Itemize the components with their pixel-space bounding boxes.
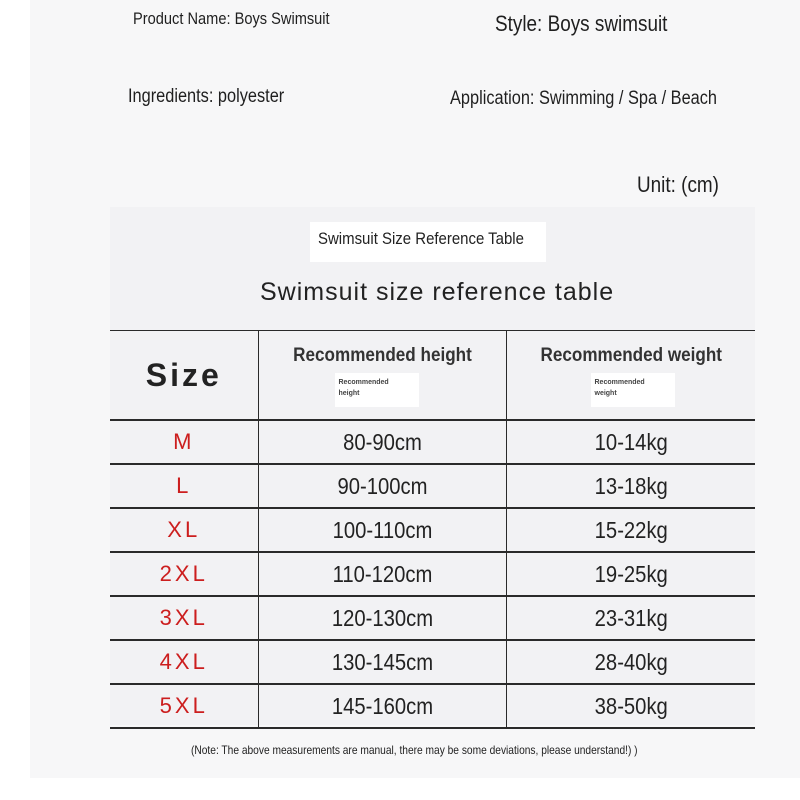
- height-value: 130-145cm: [331, 648, 433, 675]
- product-ingredients: Ingredients: polyester: [128, 86, 285, 107]
- product-application: Application: Swimming / Spa / Beach: [450, 88, 718, 109]
- height-cell: [258, 420, 506, 464]
- weight-cell: [506, 464, 755, 508]
- header-weight: [506, 331, 755, 421]
- size-cell: L: [110, 464, 258, 508]
- height-value: 120-130cm: [331, 604, 433, 631]
- header-height-label: Recommended height: [292, 345, 472, 366]
- product-name: Product Name: Boys Swimsuit: [133, 9, 330, 28]
- table-row: [110, 640, 755, 684]
- size-cell: 5XL: [110, 684, 258, 728]
- weight-cell: [506, 684, 755, 728]
- size-cell: 4XL: [110, 640, 258, 684]
- weight-value: 38-50kg: [594, 692, 668, 719]
- header-size: [110, 331, 258, 421]
- height-cell: [258, 596, 506, 640]
- measurement-note: (Note: The above measurements are manual, there may be some deviations, please understand!) ): [191, 743, 638, 757]
- weight-cell: [506, 640, 755, 684]
- weight-value: 23-31kg: [594, 604, 668, 631]
- header-weight-label: Recommended weight: [540, 345, 722, 366]
- header-size-label: Size: [145, 356, 222, 393]
- size-table: [110, 330, 755, 729]
- size-cell: 3XL: [110, 596, 258, 640]
- weight-cell: [506, 552, 755, 596]
- weight-value: 15-22kg: [594, 516, 668, 543]
- table-row: [110, 684, 755, 728]
- height-value: 80-90cm: [342, 428, 422, 455]
- header-height-sub: Recommended height: [338, 379, 389, 397]
- height-value: 110-120cm: [332, 560, 432, 587]
- height-cell: [258, 508, 506, 552]
- weight-value: 13-18kg: [594, 472, 668, 499]
- table-row: [110, 420, 755, 464]
- height-cell: [258, 552, 506, 596]
- weight-value: 19-25kg: [594, 560, 668, 587]
- table-caption: Swimsuit Size Reference Table: [318, 229, 524, 248]
- height-cell: [258, 464, 506, 508]
- height-cell: [258, 684, 506, 728]
- unit-label: Unit: (cm): [637, 172, 719, 197]
- table-row: [110, 464, 755, 508]
- table-row: [110, 508, 755, 552]
- weight-value: 28-40kg: [594, 648, 668, 675]
- weight-value: 10-14kg: [594, 428, 668, 455]
- height-value: 145-160cm: [331, 692, 433, 719]
- height-cell: [258, 640, 506, 684]
- table-row: [110, 596, 755, 640]
- header-weight-sub: Recommended weight: [594, 379, 645, 397]
- table-title: Swimsuit size reference table: [260, 278, 615, 306]
- size-cell: XL: [110, 508, 258, 552]
- weight-cell: [506, 420, 755, 464]
- height-value: 100-110cm: [332, 516, 432, 543]
- table-row: [110, 552, 755, 596]
- weight-cell: [506, 596, 755, 640]
- product-style: Style: Boys swimsuit: [495, 11, 668, 36]
- size-cell: M: [110, 420, 258, 464]
- size-cell: 2XL: [110, 552, 258, 596]
- weight-cell: [506, 508, 755, 552]
- table-header-row: [110, 331, 755, 421]
- height-value: 90-100cm: [336, 472, 428, 499]
- header-height: [258, 331, 506, 421]
